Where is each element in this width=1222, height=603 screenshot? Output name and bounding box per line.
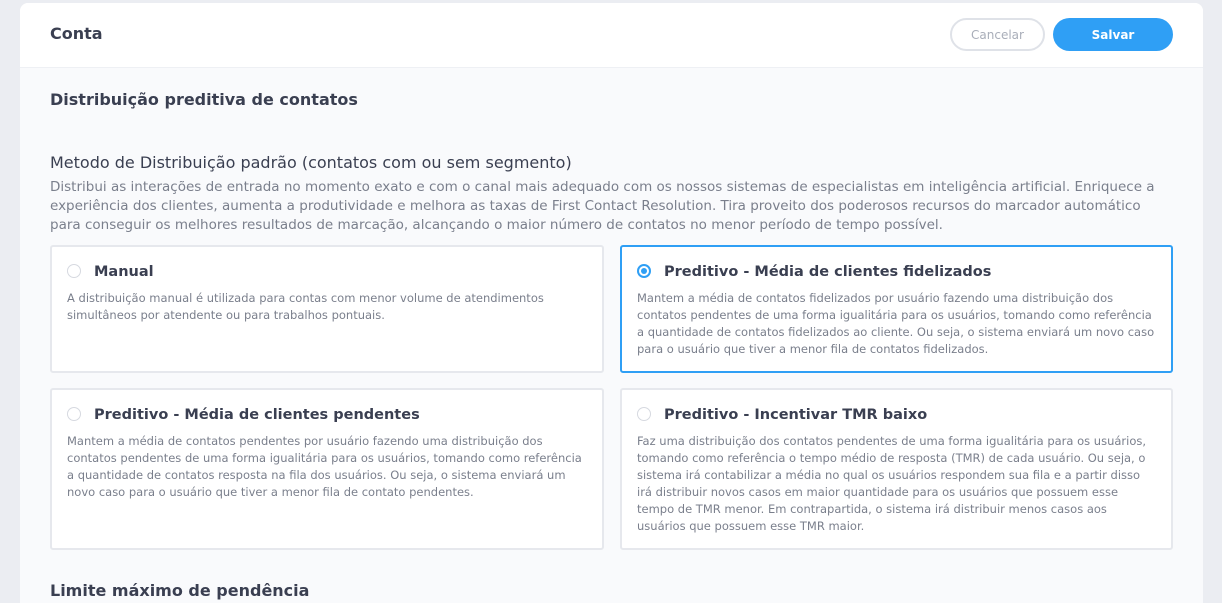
option-description: A distribuição manual é utilizada para contas com menor volume de atendimentos simultâneos por atendente ou para trabalhos pontuais. [67, 291, 544, 322]
option-title: Preditivo - Média de clientes fidelizados [664, 264, 992, 280]
radio-tmr[interactable] [637, 407, 651, 421]
option-title: Preditivo - Média de clientes pendentes [94, 407, 420, 423]
option-title: Manual [94, 264, 154, 280]
header-bar [20, 3, 1203, 68]
method-description: Distribui as interações de entrada no momento exato e com o canal mais adequado com os nossos sistemas de especialistas em inteligência artificial. Enriquece a experiência dos clientes, aumenta a produtividade e melhora as taxas de First Contact Resolution. Tira proveito dos poderosos recursos do marcador automático para conseguir os melhores resultados de marcação, alcançando o maior número de contatos no menor período de tempo possível. [50, 179, 1155, 233]
page-title: Conta [50, 24, 103, 43]
account-panel [20, 3, 1203, 603]
radio-pendentes[interactable] [67, 407, 81, 421]
option-card-pendentes[interactable] [50, 388, 604, 550]
option-card-fidelizados[interactable] [620, 245, 1173, 373]
section-title: Distribuição preditiva de contatos [50, 90, 358, 109]
method-title: Metodo de Distribuição padrão (contatos com ou sem segmento) [50, 153, 572, 172]
save-button[interactable]: Salvar [1053, 18, 1173, 51]
option-description: Faz uma distribuição dos contatos pendentes de uma forma igualitária para os usuários, tomando como referência o tempo médio de resposta (TMR) de cada usuário. Ou seja, o sistema irá contabilizar a média no qual os usuários respondem sua fila e a partir disso irá distribuir novos casos em maior quantidade para os usuários que possuem esse tempo de TMR menor. Em contrapartida, o sistema irá distribuir menos casos aos usuários que possuem esse TMR maior. [637, 434, 1147, 533]
next-section-title: Limite máximo de pendência [50, 581, 310, 600]
option-description: Mantem a média de contatos fidelizados por usuário fazendo uma distribuição dos contatos pendentes de uma forma igualitária para os usuários, tomando como referência a quantidade de contatos fidelizados ao cliente. Ou seja, o sistema enviará um novo caso para o usuário que tiver a menor fila de contatos fidelizados. [637, 291, 1155, 356]
radio-manual[interactable] [67, 264, 81, 278]
radio-fidelizados[interactable] [637, 264, 651, 278]
option-title: Preditivo - Incentivar TMR baixo [664, 407, 928, 423]
option-description: Mantem a média de contatos pendentes por usuário fazendo uma distribuição dos contatos pendentes de uma forma igualitária para os usuários, tomando como referência a quantidade de contatos resposta na fila dos usuários. Ou seja, o sistema enviará um novo caso para o usuário que tiver a menor fila de contato pendentes. [67, 434, 582, 499]
cancel-button[interactable]: Cancelar [950, 18, 1045, 51]
option-card-tmr[interactable] [620, 388, 1173, 550]
option-card-manual[interactable] [50, 245, 604, 373]
